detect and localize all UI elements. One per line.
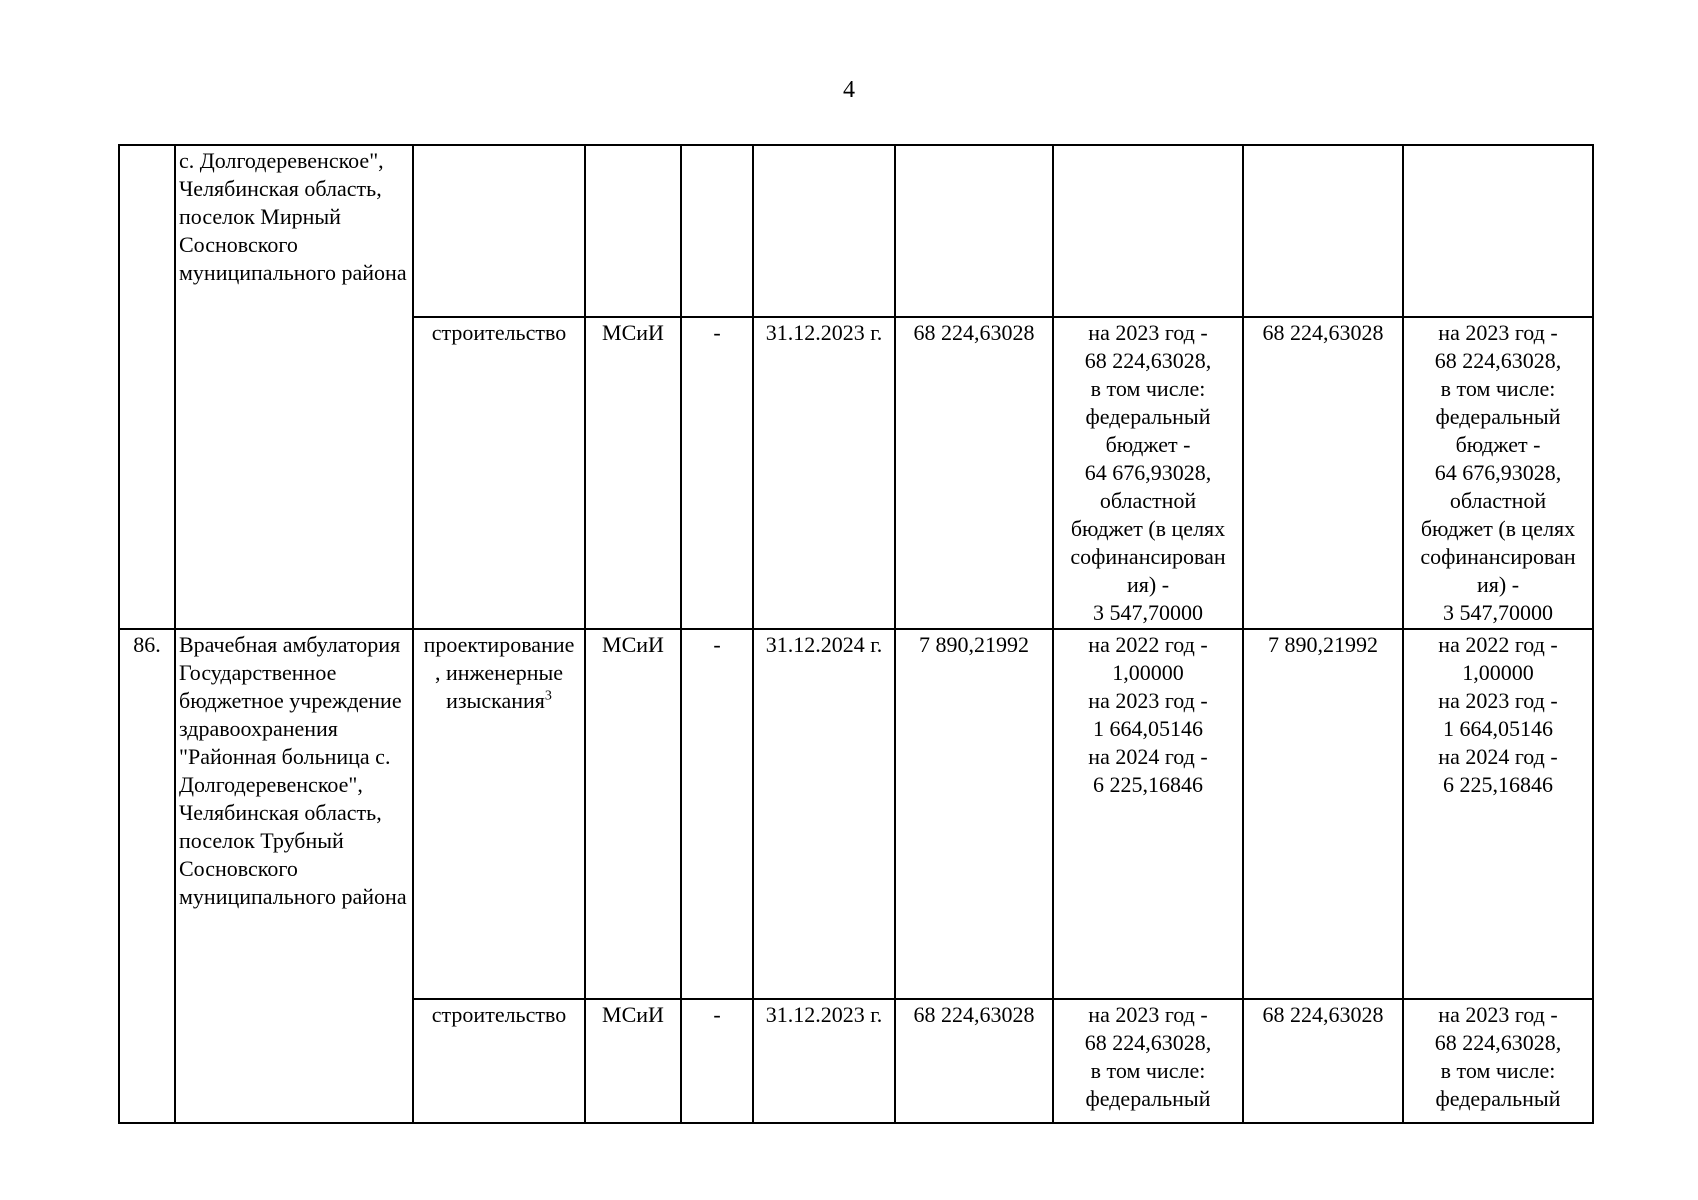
dash-cell: - <box>681 999 753 1123</box>
work-type-cell: строительство <box>413 999 585 1123</box>
deadline-cell: 31.12.2024 г. <box>753 629 895 999</box>
limit-financing-cell: на 2022 год - 1,00000 на 2023 год - 1 664,05146 на 2024 год - 6 225,16846 <box>1403 629 1593 999</box>
financing-cell: на 2023 год - 68 224,63028, в том числе: федеральный <box>1053 999 1243 1123</box>
work-type-cell <box>413 629 585 999</box>
financing-cell: на 2022 год - 1,00000 на 2023 год - 1 664,05146 на 2024 год - 6 225,16846 <box>1053 629 1243 999</box>
footnote-mark: 3 <box>544 688 552 704</box>
customer-cell: МСиИ <box>585 629 681 999</box>
dash-cell: - <box>681 317 753 629</box>
limit-cell: 7 890,21992 <box>1243 629 1403 999</box>
deadline-cell: 31.12.2023 г. <box>753 317 895 629</box>
cost-cell: 68 224,63028 <box>895 999 1053 1123</box>
cost-cell: 7 890,21992 <box>895 629 1053 999</box>
object-name-continued: с. Долгодеревенское", Челябинская область, поселок Мирный Сосновского муниципального района <box>175 145 413 629</box>
limit-financing-cell: на 2023 год - 68 224,63028, в том числе: федеральный <box>1403 999 1593 1123</box>
row-number-cell <box>119 145 175 629</box>
row-number-cell: 86. <box>119 629 175 1123</box>
deadline-cell: 31.12.2023 г. <box>753 999 895 1123</box>
empty-cell <box>585 145 681 317</box>
table-row <box>119 145 1593 317</box>
empty-cell <box>895 145 1053 317</box>
object-name-cell: Врачебная амбулатория Государственное бюджетное учреждение здравоохранения "Районная больница с. Долгодеревенское", Челябинская область, поселок Трубный Сосновского муниципального района <box>175 629 413 1123</box>
dash-cell: - <box>681 629 753 999</box>
financing-cell: на 2023 год - 68 224,63028, в том числе: федеральный бюджет - 64 676,93028, областной бюджет (в целях софинансирован ия) - 3 547,70000 <box>1053 317 1243 629</box>
empty-cell <box>681 145 753 317</box>
empty-cell <box>1403 145 1593 317</box>
work-type-cell: строительство <box>413 317 585 629</box>
empty-cell <box>753 145 895 317</box>
limit-cell: 68 224,63028 <box>1243 317 1403 629</box>
limit-financing-cell: на 2023 год - 68 224,63028, в том числе: федеральный бюджет - 64 676,93028, областной бюджет (в целях софинансирован ия) - 3 547,70000 <box>1403 317 1593 629</box>
customer-cell: МСиИ <box>585 317 681 629</box>
limit-cell: 68 224,63028 <box>1243 999 1403 1123</box>
table-row <box>119 629 1593 999</box>
work-type-text: проектирование , инженерные изыскания <box>423 632 575 713</box>
empty-cell <box>1053 145 1243 317</box>
cost-cell: 68 224,63028 <box>895 317 1053 629</box>
empty-cell <box>1243 145 1403 317</box>
page-number: 4 <box>843 77 855 103</box>
empty-cell <box>413 145 585 317</box>
customer-cell: МСиИ <box>585 999 681 1123</box>
objects-table <box>118 144 1594 1124</box>
